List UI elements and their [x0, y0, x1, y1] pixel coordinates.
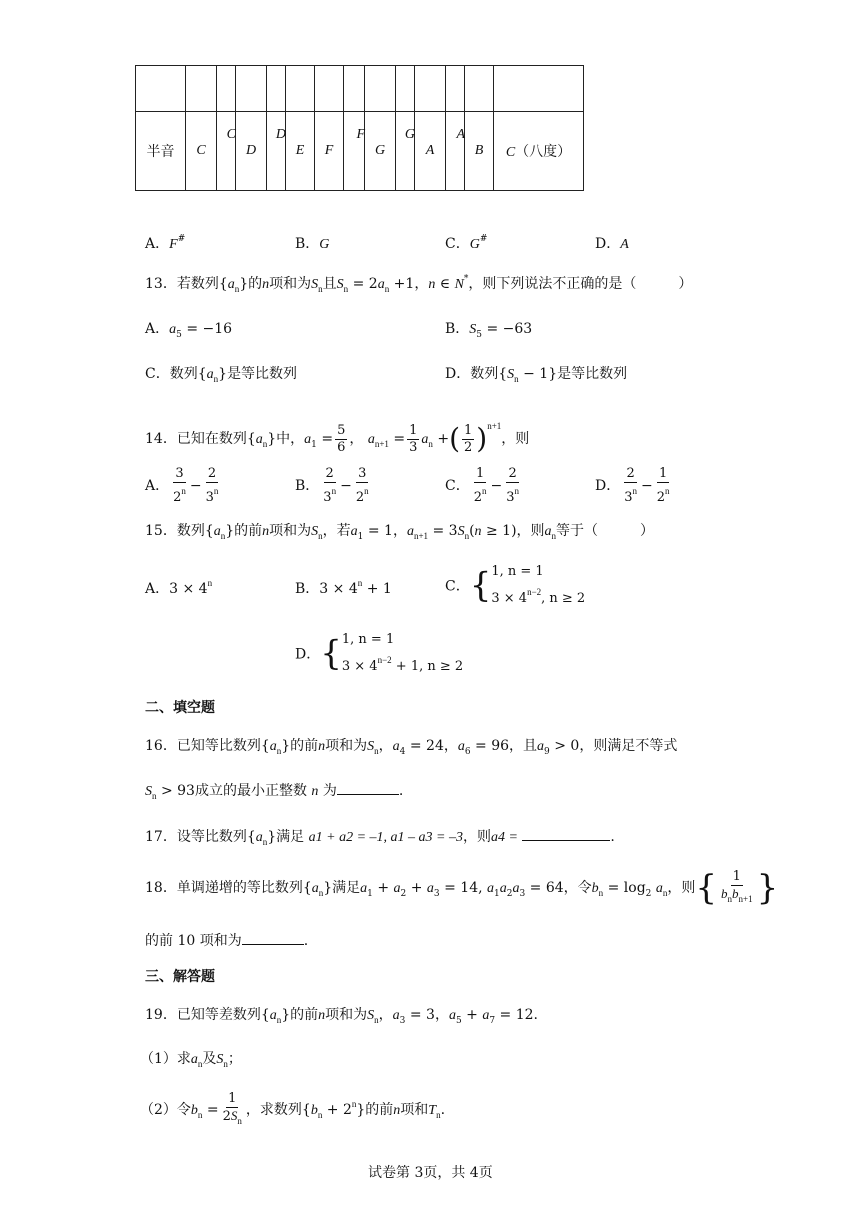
q13-option-b[interactable]: B．$S_5 = -63$	[445, 321, 533, 340]
note-cell: B	[465, 112, 494, 191]
question-17: 17．设等比数列$\{a_n\}$满足 a1 + a2 = –1, a1 – a3 = –3，则a4 = .	[145, 826, 615, 847]
q12-option-c[interactable]: C．G#	[445, 234, 488, 252]
semitone-table	[135, 65, 584, 191]
question-19: 19．已知等差数列$\{a_n\}$的前n项和为$S_n$，$a_3 = 3$，$a_5 + a_7 = 12$.	[145, 1007, 538, 1026]
note-cell-sharp: A	[446, 112, 465, 191]
q12-option-b[interactable]: B．G	[295, 236, 330, 252]
q15-option-d[interactable]: D．{ 1, n = 1 $3 \times 4^{n-2} + 1$, n ≥ 2	[295, 632, 464, 674]
row-label: 半音	[136, 112, 186, 191]
q14-option-d[interactable]: D． $\frac{2}{3^n}$ − $\frac{1}{2^n}$	[595, 466, 670, 505]
q19-part2: （2）令$b_n$ = $\frac{1}{2S_n}$ ，求数列$\{b_n + 2^n\}$的前n项和$T_n$.	[140, 1091, 446, 1126]
q18-answer-blank[interactable]	[242, 930, 304, 945]
q12-option-d[interactable]: D．A	[595, 236, 629, 252]
question-18: 18．单调递增的等比数列$\{a_n\}$满足$a_1 + a_2 + a_3 = 14$, $a_1a_2a_3 = 64$，令$b_n = \log_2 a_n$，则{ $\frac{1}{b_nb_{n+1}}$ }	[145, 868, 779, 908]
note-cell: C	[186, 112, 217, 191]
q12-option-a[interactable]: A．F#	[145, 234, 186, 252]
question-14: 14．已知在数列$\{a_n\}$中，$a_1$ = $\frac{5}{6}$ ， $a_{n+1}$ = $\frac{1}{3}$ $a_n$ +( $\frac{1}{2}$ )$^{n+1}$，则	[145, 421, 530, 455]
note-cell: F	[315, 112, 344, 191]
section-heading-fill-in: 二、填空题	[145, 700, 215, 716]
q17-answer-blank[interactable]	[522, 826, 610, 841]
note-cell-sharp: G	[396, 112, 415, 191]
question-13: 13．若数列$\{a_n\}$的n项和为$S_n$且$S_n = 2a_n +1$，n ∈ N*，则下列说法不正确的是（ ）	[145, 274, 693, 294]
q13-option-c[interactable]: C．数列$\{a_n\}$是等比数列	[145, 366, 298, 384]
q14-option-c[interactable]: C． $\frac{1}{2^n}$ − $\frac{2}{3^n}$	[445, 466, 520, 505]
note-cell-sharp: C	[217, 112, 236, 191]
question-16: 16．已知等比数列$\{a_n\}$的前n项和为$S_n$，$a_4 = 24$，$a_6 = 96$，且$a_9 > 0$，则满足不等式	[145, 738, 678, 757]
question-16-line2: $S_n > 93$成立的最小正整数 n 为 .	[145, 780, 403, 801]
note-cell: E	[286, 112, 315, 191]
page-footer: 试卷第 3页，共 4页	[368, 1165, 493, 1181]
q19-part1: （1）求$a_n$及$S_n$；	[140, 1051, 242, 1069]
q13-option-a[interactable]: A．$a_5 = -16$	[145, 321, 233, 340]
note-cell: A	[415, 112, 446, 191]
note-cell: D	[236, 112, 267, 191]
q15-option-a[interactable]: A．$3 \times 4^n$	[145, 578, 213, 597]
q14-option-b[interactable]: B． $\frac{2}{3^n}$ − $\frac{3}{2^n}$	[295, 466, 369, 505]
question-18-line2: 的前 10 项和为 .	[145, 930, 308, 950]
note-cell-sharp: F	[344, 112, 365, 191]
q14-option-a[interactable]: A． $\frac{3}{2^n}$ − $\frac{2}{3^n}$	[145, 466, 219, 505]
q15-option-c[interactable]: C．{ 1, n = 1 $3 \times 4^{n-2}$, n ≥ 2	[445, 564, 586, 606]
section-heading-answer: 三、解答题	[145, 969, 215, 985]
q16-answer-blank[interactable]	[337, 780, 399, 795]
q13-option-d[interactable]: D．数列$\{S_n - 1\}$是等比数列	[445, 366, 628, 384]
question-15: 15．数列$\{a_n\}$的前n项和为$S_n$，若$a_1 = 1$，$a_{n+1} = 3S_n(n \ge 1)$，则$a_n$等于（ ）	[145, 523, 655, 542]
q15-option-b[interactable]: B．$3 \times 4^n + 1$	[295, 578, 392, 597]
note-cell-sharp: D	[267, 112, 286, 191]
note-cell: G	[365, 112, 396, 191]
octave-cell: C（八度）	[494, 112, 584, 191]
